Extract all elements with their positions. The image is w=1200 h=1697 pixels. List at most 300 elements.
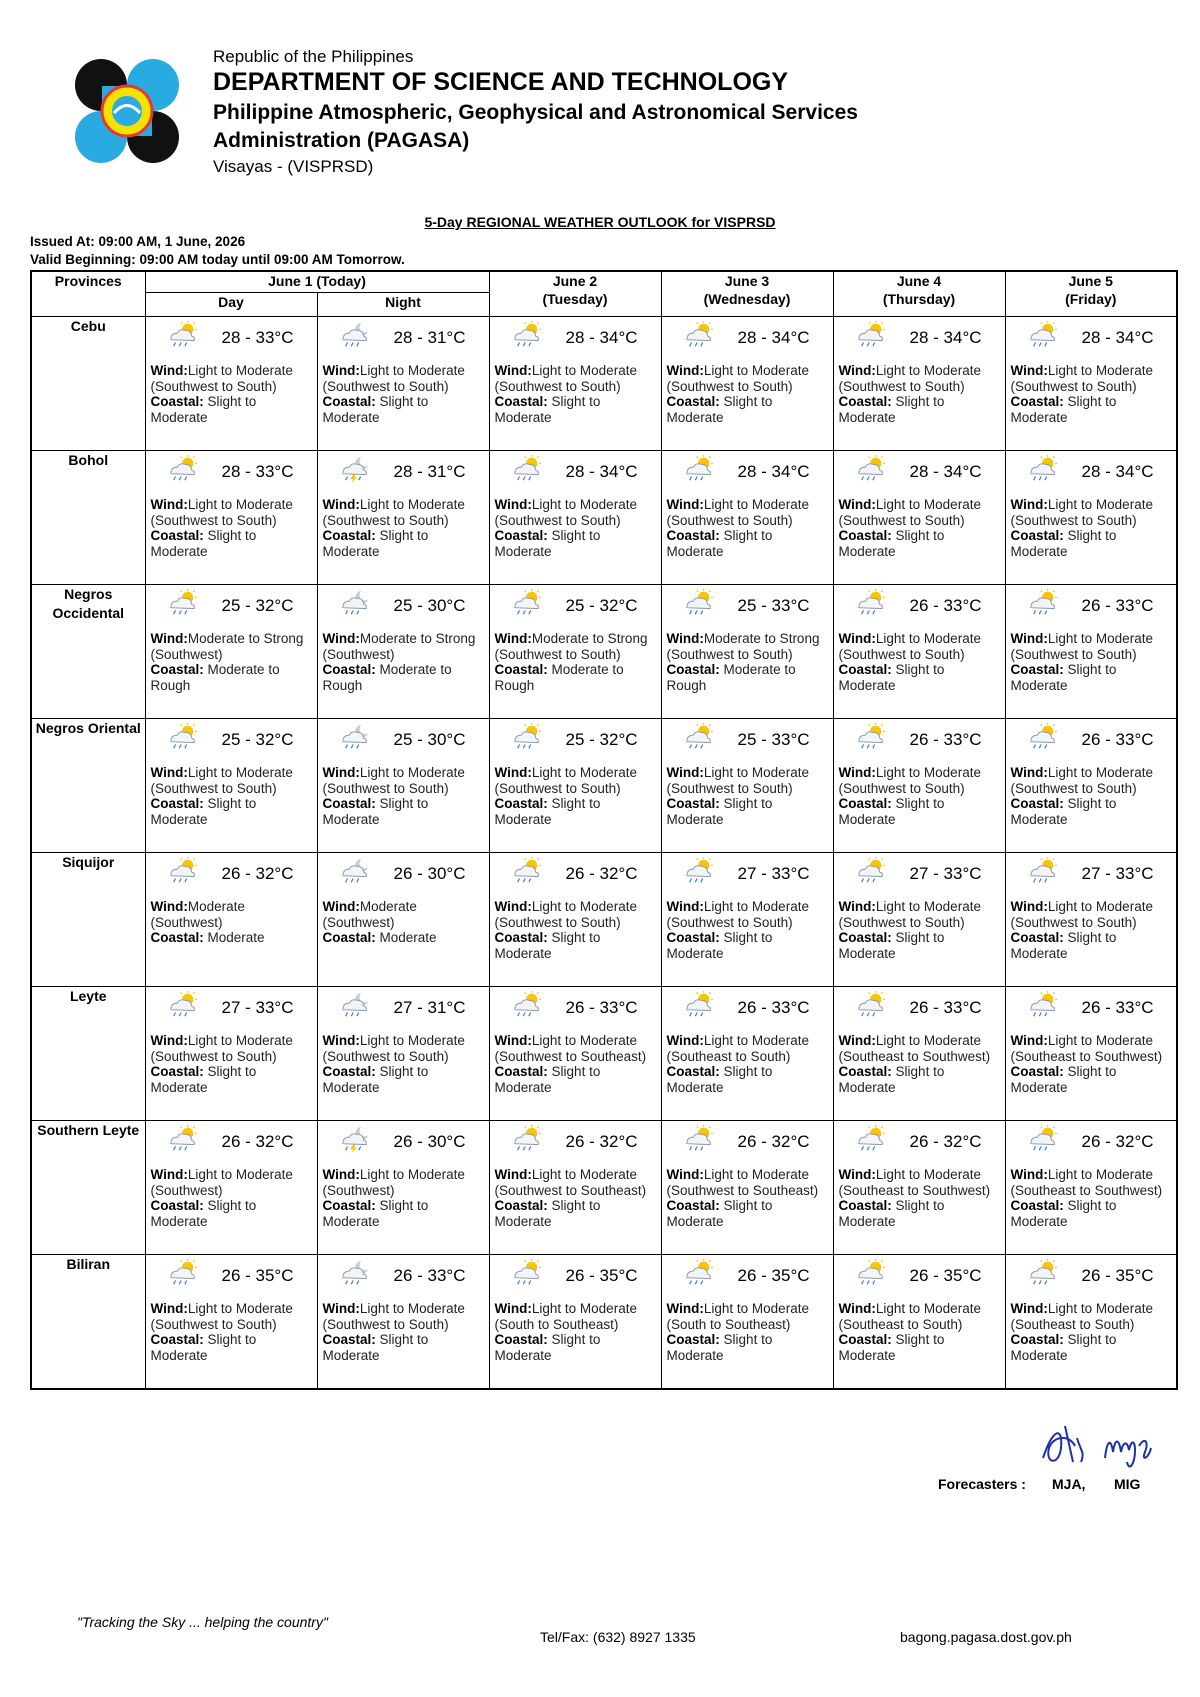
coastal-value: Slight to Moderate — [838, 662, 945, 693]
forecast-cell — [833, 853, 1005, 987]
coastal-label: Coastal: — [838, 394, 892, 409]
forecast-cell — [317, 585, 489, 719]
partly-cloudy-rain-icon — [166, 857, 200, 885]
temperature-range: 28 - 34°C — [909, 462, 982, 481]
wind-label: Wind: — [322, 1167, 360, 1182]
forecast-description — [667, 497, 831, 559]
republic-label: Republic of the Philippines — [213, 47, 414, 66]
forecast-cell — [661, 1255, 833, 1389]
forecast-description — [1011, 1167, 1175, 1229]
wind-label: Wind: — [494, 899, 532, 914]
partly-cloudy-rain-icon — [166, 1259, 200, 1287]
coastal-value: Slight to Moderate — [150, 394, 257, 425]
wind-value: Moderate to Strong (Southwest to South) — [494, 631, 648, 662]
forecast-cell-content — [834, 451, 1005, 583]
forecast-cell-content — [318, 317, 489, 449]
forecast-cell — [833, 1255, 1005, 1389]
coastal-label: Coastal: — [322, 796, 376, 811]
coastal-label: Coastal: — [838, 1332, 892, 1347]
partly-cloudy-rain-icon — [510, 455, 544, 483]
forecast-description — [495, 363, 659, 425]
forecast-cell — [317, 987, 489, 1121]
forecast-description — [839, 631, 1003, 693]
temperature-range: 25 - 32°C — [565, 596, 638, 615]
coastal-label: Coastal: — [666, 1198, 720, 1213]
wind-value: Light to Moderate (Southwest) — [150, 1167, 293, 1198]
forecast-cell — [317, 719, 489, 853]
forecast-description — [323, 765, 487, 827]
coastal-value: Slight to Moderate — [1010, 1064, 1117, 1095]
forecast-cell-content — [146, 719, 317, 851]
wind-value: Light to Moderate (Southwest to South) — [322, 765, 465, 796]
wind-value: Light to Moderate (Southeast to South) — [1010, 1301, 1153, 1332]
forecast-cell — [489, 719, 661, 853]
coastal-label: Coastal: — [666, 930, 720, 945]
document-title-row — [0, 214, 1200, 230]
forecast-cell — [1005, 1121, 1177, 1255]
coastal-label: Coastal: — [838, 1198, 892, 1213]
forecast-description — [667, 1301, 831, 1363]
coastal-label: Coastal: — [666, 528, 720, 543]
coastal-value: Slight to Moderate — [838, 528, 945, 559]
temperature-range: 25 - 30°C — [393, 730, 466, 749]
temperature-range: 26 - 33°C — [565, 998, 638, 1017]
wind-label: Wind: — [838, 1033, 876, 1048]
partly-cloudy-rain-icon — [1026, 589, 1060, 617]
day-date: June 3 — [724, 273, 770, 289]
forecast-cell-content — [662, 1121, 833, 1253]
wind-value: Light to Moderate (Southwest to South) — [838, 765, 981, 796]
partly-cloudy-rain-icon — [1026, 991, 1060, 1019]
partly-cloudy-rain-icon — [510, 1125, 544, 1153]
forecast-cell — [489, 853, 661, 987]
coastal-value: Slight to Moderate — [1010, 528, 1117, 559]
day-header-june2 — [489, 271, 661, 317]
temperature-range: 26 - 35°C — [737, 1266, 810, 1285]
forecast-description — [1011, 497, 1175, 559]
wind-label: Wind: — [322, 899, 360, 914]
temperature-range: 28 - 31°C — [393, 328, 466, 347]
forecast-cell-content — [1006, 585, 1177, 717]
forecast-cell-content — [1006, 987, 1177, 1119]
forecast-description — [495, 765, 659, 827]
forecast-cell — [833, 451, 1005, 585]
wind-label: Wind: — [1010, 899, 1048, 914]
forecast-description — [667, 899, 831, 961]
forecast-cell-content — [318, 1121, 489, 1253]
forecast-description — [323, 899, 487, 946]
coastal-value: Slight to Moderate — [838, 1064, 945, 1095]
partly-cloudy-rain-icon — [682, 455, 716, 483]
forecast-cell-content — [1006, 853, 1177, 985]
temperature-range: 25 - 33°C — [737, 596, 810, 615]
province-name: Southern Leyte — [31, 1121, 145, 1255]
night-cloudy-rain-icon — [338, 991, 372, 1019]
coastal-label: Coastal: — [322, 1198, 376, 1213]
wind-label: Wind: — [494, 765, 532, 780]
partly-cloudy-rain-icon — [854, 1125, 888, 1153]
wind-label: Wind: — [666, 765, 704, 780]
wind-label: Wind: — [666, 899, 704, 914]
partly-cloudy-rain-icon — [166, 723, 200, 751]
wind-value: Light to Moderate (Southwest to South) — [838, 631, 981, 662]
coastal-label: Coastal: — [494, 1064, 548, 1079]
forecast-cell-content — [834, 853, 1005, 985]
agency-name-line1: Philippine Atmospheric, Geophysical and Astronomical Services — [213, 101, 858, 124]
forecast-cell — [661, 853, 833, 987]
partly-cloudy-rain-icon — [854, 991, 888, 1019]
partly-cloudy-rain-icon — [510, 991, 544, 1019]
coastal-label: Coastal: — [150, 1198, 204, 1213]
wind-value: Moderate (Southwest) — [150, 899, 245, 930]
provinces-header: Provinces — [31, 271, 145, 317]
coastal-value: Slight to Moderate — [150, 1198, 257, 1229]
partly-cloudy-rain-icon — [682, 1259, 716, 1287]
temperature-range: 26 - 33°C — [909, 730, 982, 749]
coastal-label: Coastal: — [322, 394, 376, 409]
forecast-cell — [661, 987, 833, 1121]
coastal-label: Coastal: — [666, 394, 720, 409]
wind-value: Light to Moderate (South to Southeast) — [666, 1301, 809, 1332]
today-header: June 1 (Today) — [145, 271, 489, 293]
partly-cloudy-rain-icon — [166, 991, 200, 1019]
forecast-cell — [489, 1121, 661, 1255]
coastal-value: Slight to Moderate — [494, 1064, 601, 1095]
wind-label: Wind: — [838, 631, 876, 646]
coastal-value: Slight to Moderate — [838, 930, 945, 961]
forecast-description — [839, 1033, 1003, 1095]
forecast-cell-content — [662, 1255, 833, 1387]
coastal-label: Coastal: — [666, 1064, 720, 1079]
table-row — [31, 585, 1177, 719]
forecast-cell-content — [834, 585, 1005, 717]
wind-value: Light to Moderate (Southwest to South) — [322, 1033, 465, 1064]
temperature-range: 26 - 32°C — [565, 1132, 638, 1151]
forecast-cell-content — [662, 719, 833, 851]
forecast-description — [667, 1167, 831, 1229]
wind-label: Wind: — [838, 1167, 876, 1182]
wind-value: Moderate to Strong (Southwest to South) — [666, 631, 820, 662]
coastal-label: Coastal: — [1010, 796, 1064, 811]
coastal-label: Coastal: — [322, 930, 376, 945]
table-row — [31, 1255, 1177, 1389]
forecast-cell-content — [1006, 1121, 1177, 1253]
coastal-label: Coastal: — [150, 528, 204, 543]
temperature-range: 26 - 33°C — [737, 998, 810, 1017]
forecast-description — [151, 1301, 315, 1363]
wind-label: Wind: — [666, 631, 704, 646]
forecast-cell — [317, 1121, 489, 1255]
partly-cloudy-rain-icon — [166, 455, 200, 483]
forecast-cell — [489, 987, 661, 1121]
coastal-label: Coastal: — [666, 662, 720, 677]
forecast-cell-content — [834, 1121, 1005, 1253]
forecast-cell-content — [1006, 451, 1177, 583]
wind-label: Wind: — [838, 765, 876, 780]
temperature-range: 27 - 33°C — [737, 864, 810, 883]
coastal-value: Slight to Moderate — [494, 1332, 601, 1363]
forecast-cell — [317, 1255, 489, 1389]
wind-label: Wind: — [322, 765, 360, 780]
wind-label: Wind: — [1010, 1033, 1048, 1048]
night-cloudy-rain-icon — [338, 589, 372, 617]
partly-cloudy-rain-icon — [510, 321, 544, 349]
temperature-range: 27 - 33°C — [909, 864, 982, 883]
coastal-label: Coastal: — [1010, 930, 1064, 945]
wind-label: Wind: — [322, 631, 360, 646]
temperature-range: 26 - 30°C — [393, 1132, 466, 1151]
temperature-range: 26 - 33°C — [1081, 998, 1154, 1017]
coastal-label: Coastal: — [494, 528, 548, 543]
temperature-range: 26 - 35°C — [565, 1266, 638, 1285]
night-cloudy-rain-icon — [338, 321, 372, 349]
wind-value: Light to Moderate (Southeast to Southwest) — [1010, 1167, 1163, 1198]
wind-value: Light to Moderate (Southwest to South) — [838, 497, 981, 528]
wind-value: Light to Moderate (Southwest to Southeast) — [494, 1033, 647, 1064]
wind-label: Wind: — [150, 363, 188, 378]
coastal-value: Slight to Moderate — [666, 1064, 773, 1095]
forecast-cell — [145, 853, 317, 987]
forecast-cell-content — [662, 317, 833, 449]
forecast-description — [839, 899, 1003, 961]
wind-label: Wind: — [666, 1033, 704, 1048]
coastal-label: Coastal: — [322, 662, 376, 677]
day-date: June 4 — [896, 273, 942, 289]
coastal-label: Coastal: — [1010, 662, 1064, 677]
table-row — [31, 1121, 1177, 1255]
temperature-range: 26 - 33°C — [1081, 596, 1154, 615]
forecast-cell — [661, 317, 833, 451]
coastal-label: Coastal: — [322, 1332, 376, 1347]
day-header-june4 — [833, 271, 1005, 317]
forecast-cell — [145, 1255, 317, 1389]
coastal-label: Coastal: — [666, 796, 720, 811]
temperature-range: 26 - 33°C — [393, 1266, 466, 1285]
temperature-range: 27 - 33°C — [221, 998, 294, 1017]
coastal-value: Moderate to Rough — [150, 662, 280, 693]
forecast-cell — [489, 451, 661, 585]
forecast-cell — [1005, 317, 1177, 451]
coastal-value: Slight to Moderate — [838, 394, 945, 425]
forecast-cell — [1005, 1255, 1177, 1389]
coastal-value: Slight to Moderate — [666, 796, 773, 827]
wind-label: Wind: — [1010, 1167, 1048, 1182]
partly-cloudy-rain-icon — [166, 1125, 200, 1153]
wind-value: Light to Moderate (Southwest to South) — [1010, 631, 1153, 662]
coastal-value: Moderate to Rough — [494, 662, 624, 693]
night-cloudy-rain-icon — [338, 1259, 372, 1287]
coastal-value: Slight to Moderate — [666, 394, 773, 425]
temperature-range: 27 - 33°C — [1081, 864, 1154, 883]
forecast-cell-content — [318, 987, 489, 1119]
day-weekday: (Wednesday) — [703, 291, 791, 307]
temperature-range: 25 - 33°C — [737, 730, 810, 749]
tagline: "Tracking the Sky ... helping the country" — [77, 1614, 328, 1630]
temperature-range: 28 - 31°C — [393, 462, 466, 481]
forecast-description — [1011, 363, 1175, 425]
day-weekday: (Thursday) — [882, 291, 956, 307]
temperature-range: 26 - 30°C — [393, 864, 466, 883]
coastal-value: Slight to Moderate — [322, 528, 429, 559]
wind-value: Light to Moderate (Southwest to South) — [150, 1033, 293, 1064]
forecast-description — [151, 497, 315, 559]
table-row — [31, 317, 1177, 451]
day-header-june3 — [661, 271, 833, 317]
forecast-cell-content — [490, 853, 661, 985]
coastal-value: Slight to Moderate — [322, 796, 429, 827]
temperature-range: 26 - 32°C — [221, 864, 294, 883]
wind-value: Light to Moderate (Southeast to South) — [666, 1033, 809, 1064]
partly-cloudy-rain-icon — [682, 321, 716, 349]
forecaster-2: MIG — [1114, 1476, 1141, 1492]
forecast-cell-content — [834, 987, 1005, 1119]
partly-cloudy-rain-icon — [510, 589, 544, 617]
forecast-cell-content — [146, 1121, 317, 1253]
partly-cloudy-rain-icon — [854, 723, 888, 751]
forecasters-label: Forecasters : — [938, 1476, 1026, 1492]
forecast-description — [323, 1033, 487, 1095]
coastal-label: Coastal: — [322, 1064, 376, 1079]
partly-cloudy-rain-icon — [682, 991, 716, 1019]
weather-outlook-table — [30, 270, 1178, 1390]
coastal-label: Coastal: — [150, 930, 204, 945]
partly-cloudy-rain-icon — [682, 723, 716, 751]
forecast-cell — [1005, 585, 1177, 719]
forecast-description — [151, 363, 315, 425]
forecasters-line — [938, 1476, 1141, 1492]
wind-label: Wind: — [150, 497, 188, 512]
day-header-june5 — [1005, 271, 1177, 317]
forecast-cell-content — [146, 1255, 317, 1387]
forecast-cell-content — [1006, 317, 1177, 449]
wind-value: Moderate to Strong (Southwest) — [150, 631, 304, 662]
wind-value: Moderate to Strong (Southwest) — [322, 631, 476, 662]
temperature-range: 28 - 34°C — [1081, 462, 1154, 481]
temperature-range: 28 - 34°C — [737, 328, 810, 347]
forecast-description — [1011, 1301, 1175, 1363]
forecast-cell — [661, 719, 833, 853]
wind-value: Light to Moderate (Southeast to Southwest) — [1010, 1033, 1163, 1064]
forecast-cell-content — [146, 987, 317, 1119]
wind-value: Light to Moderate (Southeast to Southwest) — [838, 1167, 991, 1198]
coastal-label: Coastal: — [838, 1064, 892, 1079]
forecast-cell-content — [318, 853, 489, 985]
wind-value: Light to Moderate (Southwest to South) — [666, 363, 809, 394]
coastal-label: Coastal: — [150, 394, 204, 409]
forecast-cell-content — [662, 853, 833, 985]
wind-value: Light to Moderate (Southwest to South) — [838, 363, 981, 394]
forecast-cell-content — [146, 317, 317, 449]
forecast-cell — [489, 585, 661, 719]
coastal-value: Slight to Moderate — [150, 1064, 257, 1095]
wind-value: Light to Moderate (Southwest to South) — [494, 765, 637, 796]
partly-cloudy-rain-icon — [1026, 455, 1060, 483]
partly-cloudy-rain-icon — [166, 589, 200, 617]
wind-label: Wind: — [322, 1301, 360, 1316]
forecast-cell-content — [834, 1255, 1005, 1387]
forecast-cell — [317, 317, 489, 451]
agency-name-line2: Administration (PAGASA) — [213, 129, 470, 152]
partly-cloudy-rain-icon — [854, 455, 888, 483]
wind-value: Light to Moderate (Southwest to South) — [1010, 765, 1153, 796]
temperature-range: 26 - 33°C — [909, 998, 982, 1017]
website-link[interactable]: bagong.pagasa.dost.gov.ph — [900, 1629, 1072, 1645]
coastal-value: Slight to Moderate — [666, 1198, 773, 1229]
temperature-range: 25 - 32°C — [565, 730, 638, 749]
wind-value: Light to Moderate (Southwest to South) — [494, 899, 637, 930]
wind-label: Wind: — [150, 1301, 188, 1316]
partly-cloudy-rain-icon — [1026, 321, 1060, 349]
night-subheader: Night — [317, 293, 489, 317]
coastal-label: Coastal: — [838, 930, 892, 945]
coastal-value: Slight to Moderate — [838, 1332, 945, 1363]
forecast-description — [151, 765, 315, 827]
wind-label: Wind: — [494, 497, 532, 512]
night-thunderstorm-icon — [338, 455, 372, 483]
temperature-range: 26 - 32°C — [909, 1132, 982, 1151]
province-name: Biliran — [31, 1255, 145, 1389]
day-weekday: (Tuesday) — [542, 291, 608, 307]
forecast-cell-content — [834, 317, 1005, 449]
forecast-cell-content — [662, 451, 833, 583]
forecast-cell — [145, 451, 317, 585]
forecast-description — [495, 1033, 659, 1095]
forecast-cell — [489, 1255, 661, 1389]
coastal-value: Slight to Moderate — [322, 394, 429, 425]
coastal-value: Slight to Moderate — [150, 528, 257, 559]
partly-cloudy-rain-icon — [854, 857, 888, 885]
forecast-description — [495, 1167, 659, 1229]
partly-cloudy-rain-icon — [1026, 1125, 1060, 1153]
coastal-value: Slight to Moderate — [494, 796, 601, 827]
document-title: 5-Day REGIONAL WEATHER OUTLOOK for VISPRSD — [424, 214, 776, 230]
coastal-label: Coastal: — [838, 796, 892, 811]
coastal-value: Slight to Moderate — [494, 930, 601, 961]
forecast-cell-content — [146, 585, 317, 717]
coastal-value: Slight to Moderate — [322, 1198, 429, 1229]
wind-label: Wind: — [666, 1167, 704, 1182]
tel-fax: Tel/Fax: (632) 8927 1335 — [540, 1629, 696, 1645]
temperature-range: 25 - 32°C — [221, 596, 294, 615]
forecast-description — [667, 1033, 831, 1095]
province-name: Siquijor — [31, 853, 145, 987]
forecast-cell-content — [490, 1255, 661, 1387]
wind-value: Light to Moderate (Southwest to South) — [1010, 899, 1153, 930]
wind-label: Wind: — [322, 497, 360, 512]
forecast-description — [323, 1301, 487, 1363]
forecast-description — [151, 899, 315, 946]
temperature-range: 28 - 34°C — [1081, 328, 1154, 347]
department-name: DEPARTMENT OF SCIENCE AND TECHNOLOGY — [213, 68, 789, 96]
partly-cloudy-rain-icon — [510, 857, 544, 885]
coastal-label: Coastal: — [1010, 1064, 1064, 1079]
coastal-label: Coastal: — [1010, 1198, 1064, 1213]
temperature-range: 26 - 32°C — [565, 864, 638, 883]
forecast-cell — [145, 585, 317, 719]
forecast-cell-content — [146, 451, 317, 583]
province-name: Leyte — [31, 987, 145, 1121]
coastal-value: Slight to Moderate — [150, 1332, 257, 1363]
temperature-range: 28 - 34°C — [565, 462, 638, 481]
wind-value: Light to Moderate (Southwest) — [322, 1167, 465, 1198]
day-weekday: (Friday) — [1065, 291, 1117, 307]
partly-cloudy-rain-icon — [510, 723, 544, 751]
coastal-label: Coastal: — [150, 662, 204, 677]
wind-label: Wind: — [494, 1167, 532, 1182]
forecast-cell-content — [146, 853, 317, 985]
table-row — [31, 719, 1177, 853]
coastal-label: Coastal: — [494, 662, 548, 677]
